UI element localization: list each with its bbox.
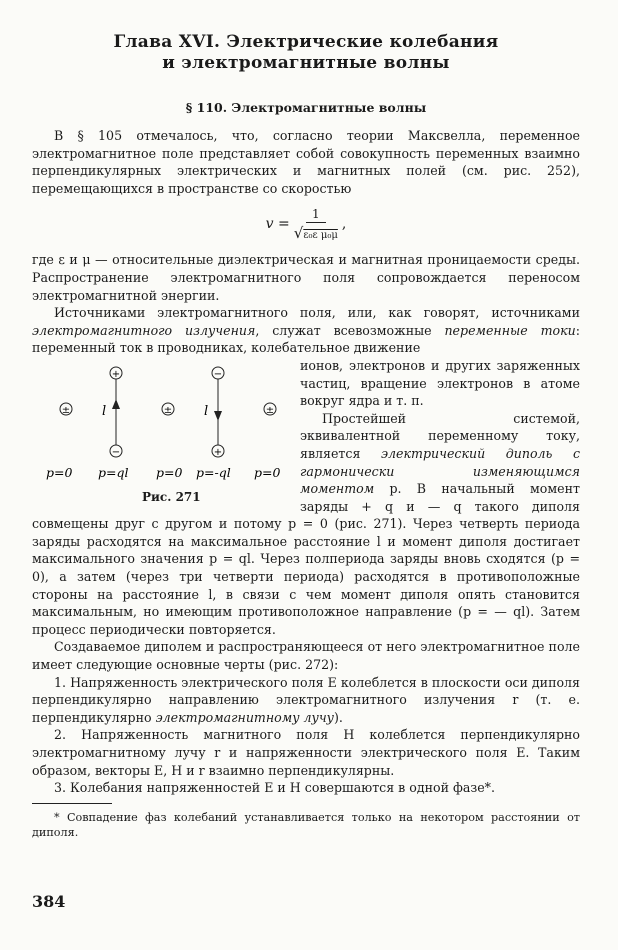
moment-label: p=-ql: [196, 464, 231, 480]
svg-text:±: ±: [265, 404, 275, 416]
figure-271: [32, 359, 292, 509]
svg-text:−: −: [111, 446, 121, 458]
svg-text:+: +: [213, 446, 223, 458]
chapter-title-line2: и электромагнитные волны: [162, 53, 450, 73]
dipole-up: [110, 367, 122, 458]
section-title: § 110. Электромагнитные волны: [185, 100, 427, 115]
term-alternating-currents: переменные токи: [444, 322, 576, 338]
formula-fraction: [294, 207, 338, 242]
paragraph-3: Источниками электромагнитного поля, или, как говорят, источниками электромагнитного излучения, служат всевозможные переменные токи: переменный ток в проводниках, колебательное движение: [32, 305, 580, 356]
paragraph-2: где ε и μ — относительные диэлектрическая и магнитная проницаемости среды. Распространение электромагнитного поля сопровождается переносом электромагнитной энергии.: [32, 252, 580, 303]
paragraph-4: Простейшей системой, эквивалентной переменному току, является электрический диполь с гармонически изменяющимся моментом p. В начальный момент заряды + q и — q такого диполя совмещены друг с другом и потому p = 0 (рис. 271). Через четверть периода заряды расходятся на максимальное расстояние l и момент диполя достигает максимального значения p = ql. Через полпериода заряды вновь сходятся (p = 0), а затем (через три четверти периода) расходятся в противоположные стороны на расстояние l, в связи с чем момент диполя опять становится максимальным, но имеющим противоположное направление (p = — ql). Затем процесс периодически повторяется.: [32, 410, 580, 637]
footnote: * Совпадение фаз колебаний устанавливается только на некотором расстоянии от диполя.: [32, 810, 580, 839]
figure-block: [32, 357, 580, 639]
term-electric-dipole: электрический диполь с гармонически изменяющимся моментом: [300, 445, 580, 497]
paragraph-5: Создаваемое диполем и распространяющееся от него электромагнитное поле имеет следующие основные черты (рис. 272):: [32, 639, 580, 673]
svg-text:±: ±: [163, 404, 173, 416]
formula-numerator: 1: [306, 207, 326, 223]
svg-text:+: +: [111, 368, 121, 380]
paragraph-1: В § 105 отмечалось, что, согласно теории Максвелла, переменное электромагнитное поле представляет собой совокупность переменных взаимно перпендикулярных электрических и магнитных полей (см. рис. 252), перемещающихся в пространстве со скоростью: [32, 128, 580, 196]
dipole-down: [212, 367, 224, 458]
moment-label: p=0: [46, 464, 73, 480]
list-item-1: 1. Напряженность электрического поля E колеблется в плоскости оси диполя перпендикулярно направлению электромагнитного излучения r (т. е. перпендикулярно электромагнитному лучу).: [32, 674, 580, 725]
formula-tail: ,: [341, 216, 347, 233]
svg-text:±: ±: [61, 404, 71, 416]
svg-text:−: −: [213, 368, 223, 380]
combined-charge-2: [162, 403, 174, 416]
formula-denominator: √ε₀ε μ₀μ: [293, 223, 338, 242]
list-item-3: 3. Колебания напряженностей E и H совершаются в одной фазе*.: [54, 780, 495, 796]
term-em-ray: электромагнитному лучу: [155, 709, 334, 725]
sqrt-icon: √: [293, 223, 304, 242]
combined-charge-1: [60, 403, 72, 416]
moment-label: p=0: [156, 464, 183, 480]
chapter-title-line1: Глава XVI. Электрические колебания: [113, 32, 499, 52]
paragraph-3-continued: ионов, электронов и других заряженных частиц, вращение электронов в атоме вокруг ядра и т. п.: [300, 357, 580, 409]
term-em-radiation: электромагнитного излучения: [32, 322, 256, 338]
distance-label-1: l: [102, 403, 107, 419]
speed-formula: [32, 197, 580, 251]
combined-charge-3: [264, 403, 276, 416]
dipole-diagram: [32, 359, 292, 509]
list-item-2: 2. Напряженность магнитного поля H колеблется перпендикулярно электромагнитному лучу r и напряженности электрического поля E. Таким образом, векторы E, H и r взаимно перпендикулярны.: [32, 727, 580, 778]
formula-lhs: v =: [265, 216, 290, 233]
footnote-divider: [32, 803, 112, 804]
figure-caption: Рис. 271: [142, 489, 201, 504]
chapter-title: [32, 32, 580, 74]
distance-label-2: l: [204, 403, 209, 419]
moment-label: p=0: [254, 464, 281, 480]
moment-label: p=ql: [98, 464, 129, 480]
page-content: [32, 32, 580, 840]
page-number: 384: [32, 892, 66, 911]
